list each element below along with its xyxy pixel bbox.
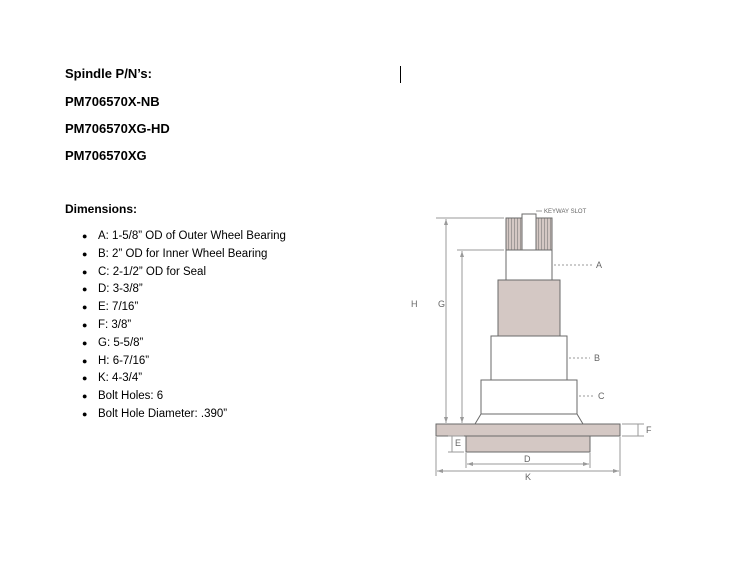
dim-arrow-h-top [444,219,448,225]
keyway-slot [522,214,536,250]
outer-bearing-journal [506,250,552,280]
upper-shaft-body [498,280,560,336]
keyway-slot-label: KEYWAY SLOT [544,209,587,215]
text-cursor [400,66,401,83]
dim-arrow-g-top [460,251,464,257]
bullet-icon: ● [82,408,88,419]
inner-bearing-section [491,336,567,380]
dim-arrow-k-left [437,469,443,473]
dimension-text: Bolt Hole Diameter: .390” [98,407,228,420]
dimension-text: K: 4-3/4” [98,372,143,385]
bullet-icon: ● [82,231,88,241]
bullet-icon: ● [82,284,88,295]
dimension-text: C: 2-1/2” OD for Seal [98,265,207,278]
spindle-heading: Spindle P/N’s: [65,66,152,81]
bullet-icon: ● [82,248,88,259]
dimension-item-h [82,353,286,371]
mounting-flange [436,424,620,436]
dim-arrow-k-right [613,469,619,473]
bullet-icon: ● [82,355,88,366]
dimension-text: B: 2” OD for Inner Wheel Bearing [98,247,268,260]
dimension-text: E: 7/16” [98,301,139,314]
dim-label-f: F [646,425,652,435]
dim-label-k: K [525,472,532,482]
dimension-text: F: 3/8” [98,318,132,331]
dim-label-b: B [594,353,601,363]
bullet-icon: ● [82,391,88,402]
dim-arrow-h-bottom [444,417,448,423]
seal-section [481,380,577,414]
dim-label-e: E [455,438,462,448]
dimension-text: G: 5-5/8” [98,336,144,349]
dim-arrow-g-bottom [460,417,464,423]
dim-arrow-d-left [467,462,473,466]
dim-label-h: H [411,299,418,309]
dim-label-c: C [598,391,605,401]
dimensions-list [82,228,286,424]
dim-label-a: A [596,260,603,270]
dimension-text: H: 6-7/16” [98,354,150,367]
bullet-icon: ● [82,373,88,384]
dimension-text: A: 1-5/8” OD of Outer Wheel Bearing [98,230,286,242]
dimension-item-b [82,246,286,264]
spindle-diagram [400,200,660,485]
bullet-icon: ● [82,266,88,277]
part-number-3: PM706570XG [65,148,147,163]
dimension-item-bolt-holes [82,388,286,406]
part-number-1: PM706570X-NB [65,94,160,109]
dimension-text: D: 3-3/8” [98,283,143,296]
dimension-item-g [82,335,286,353]
flange-fillet [475,414,583,424]
bullet-icon: ● [82,337,88,348]
dimension-item-a [82,228,286,246]
dimension-item-f [82,317,286,335]
dim-label-g: G [438,299,446,309]
dimension-item-e [82,299,286,317]
bullet-icon: ● [82,302,88,313]
dimension-text: Bolt Holes: 6 [98,390,164,403]
dim-label-d: D [524,454,531,464]
dimensions-heading: Dimensions: [65,202,138,216]
dim-arrow-d-right [583,462,589,466]
pilot-section [466,436,590,452]
dimension-item-k [82,370,286,388]
part-number-2: PM706570XG-HD [65,121,170,136]
bullet-icon: ● [82,319,88,330]
dimension-item-c [82,264,286,282]
dimension-item-d [82,281,286,299]
dimension-item-bolt-hole-diameter [82,406,286,424]
